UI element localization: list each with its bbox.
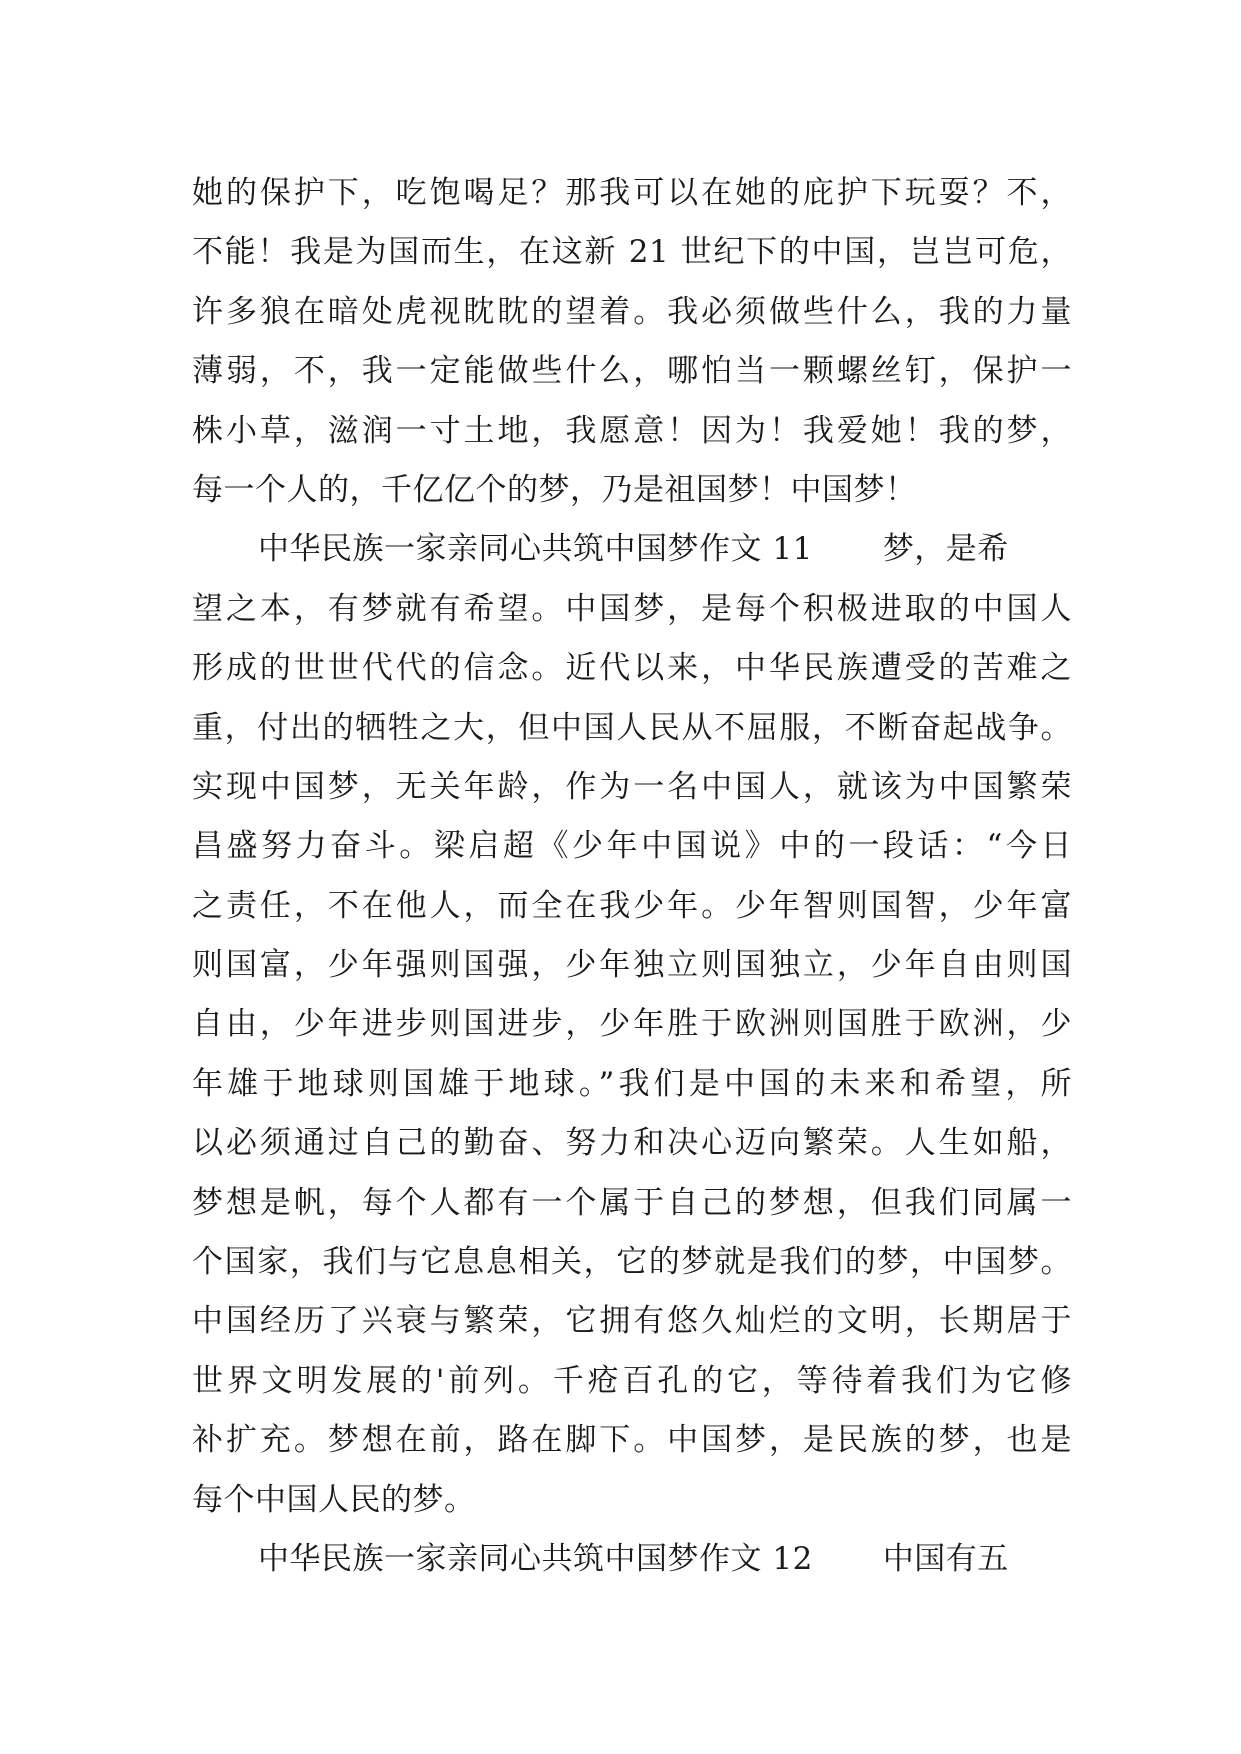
section-title: 中华民族一家亲同心共筑中国梦作文 12 [258,1540,813,1577]
paragraph-line: 年雄于地球则国雄于地球。”我们是中国的未来和希望，所 [192,1065,1072,1102]
paragraph-line: 个国家，我们与它息息相关，它的梦就是我们的梦，中国梦。 [192,1244,1072,1281]
paragraph-line: 株小草，滋润一寸土地，我愿意！因为！我爱她！我的梦， [192,412,1072,449]
paragraph-line: 中国经历了兴衰与繁荣，它拥有悠久灿烂的文明，长期居于 [192,1303,1072,1340]
paragraph-line: 补扩充。梦想在前，路在脚下。中国梦，是民族的梦，也是 [192,1422,1072,1459]
paragraph-line: 自由，少年进步则国进步，少年胜于欧洲则国胜于欧洲，少 [192,1006,1072,1043]
paragraph-line: 则国富，少年强则国强，少年独立则国独立，少年自由则国 [192,947,1072,984]
paragraph-line: 每个中国人民的梦。 [192,1481,476,1518]
paragraph-line: 她的保护下，吃饱喝足？那我可以在她的庇护下玩耍？不， [192,175,1072,211]
paragraph-line: 薄弱，不，我一定能做些什么，哪怕当一颗螺丝钉，保护一 [192,353,1072,390]
paragraph-line: 实现中国梦，无关年龄，作为一名中国人，就该为中国繁荣 [192,768,1072,805]
paragraph-start-text: 中国有五 [882,1540,1009,1577]
paragraph-line: 之责任，不在他人，而全在我少年。少年智则国智，少年富 [192,887,1072,924]
paragraph-line: 不能！我是为国而生，在这新 21 世纪下的中国，岂岂可危， [192,234,1072,271]
paragraph-line: 重，付出的牺牲之大，但中国人民从不屈服，不断奋起战争。 [192,709,1072,746]
section-heading-line [192,520,1072,579]
paragraph-start-text: 梦，是希 [882,531,1009,568]
section-title: 中华民族一家亲同心共筑中国梦作文 11 [258,531,813,568]
paragraph-line: 每一个人的，千亿亿个的梦，乃是祖国梦！中国梦！ [192,471,917,508]
paragraph-line: 望之本，有梦就有希望。中国梦，是每个积极进取的中国人 [192,590,1072,627]
paragraph-line: 许多狼在暗处虎视眈眈的望着。我必须做些什么，我的力量 [192,293,1072,330]
paragraph-line: 形成的世世代代的信念。近代以来，中华民族遭受的苦难之 [192,650,1072,687]
paragraph-line: 梦想是帆，每个人都有一个属于自己的梦想，但我们同属一 [192,1184,1072,1221]
paragraph-line: 以必须通过自己的勤奋、努力和决心迈向繁荣。人生如船， [192,1125,1072,1162]
section-heading-line [192,1530,1072,1589]
paragraph-line: 世界文明发展的'前列。千疮百孔的它，等待着我们为它修 [192,1362,1072,1399]
paragraph-line: 昌盛努力奋斗。梁启超《少年中国说》中的一段话：“今日 [192,828,1072,865]
document-body [192,164,1072,1589]
